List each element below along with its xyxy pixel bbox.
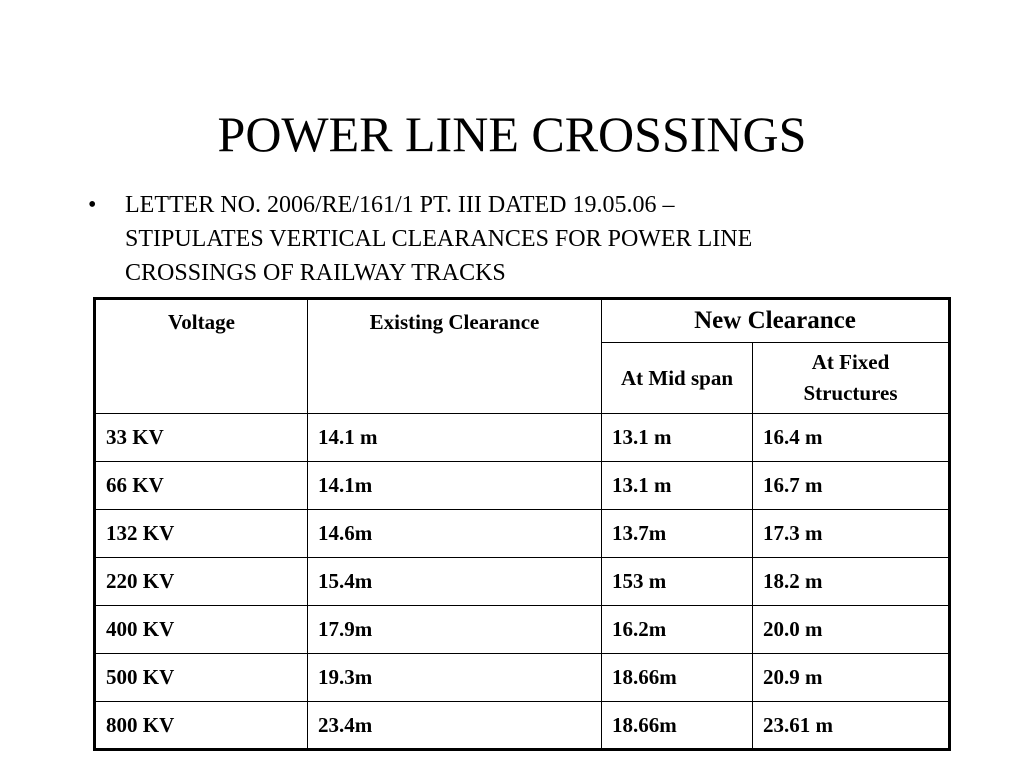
table-row xyxy=(95,558,950,606)
header-existing-clearance: Existing Clearance xyxy=(308,299,602,414)
cell-fixed: 20.9 m xyxy=(753,654,950,702)
cell-existing: 14.6m xyxy=(308,510,602,558)
cell-existing: 15.4m xyxy=(308,558,602,606)
cell-mid-span: 18.66m xyxy=(602,654,753,702)
cell-voltage: 220 KV xyxy=(95,558,308,606)
bullet-text: LETTER NO. 2006/RE/161/1 PT. III DATED 19.05.06 – STIPULATES VERTICAL CLEARANCES FOR POWER LINE CROSSINGS OF RAILWAY TRACKS xyxy=(125,192,753,286)
cell-existing: 23.4m xyxy=(308,702,602,750)
cell-voltage: 400 KV xyxy=(95,606,308,654)
cell-mid-span: 18.66m xyxy=(602,702,753,750)
cell-fixed: 16.7 m xyxy=(753,462,950,510)
header-voltage: Voltage xyxy=(95,299,308,414)
cell-existing: 19.3m xyxy=(308,654,602,702)
cell-fixed: 18.2 m xyxy=(753,558,950,606)
cell-existing: 14.1 m xyxy=(308,414,602,462)
cell-voltage: 500 KV xyxy=(95,654,308,702)
cell-mid-span: 13.1 m xyxy=(602,462,753,510)
bullet-icon: • xyxy=(88,192,97,218)
cell-fixed: 23.61 m xyxy=(753,702,950,750)
cell-voltage: 800 KV xyxy=(95,702,308,750)
cell-existing: 14.1m xyxy=(308,462,602,510)
slide-title: POWER LINE CROSSINGS xyxy=(217,106,807,162)
table-header-row xyxy=(95,299,950,343)
bullet-point xyxy=(88,188,848,290)
cell-voltage: 66 KV xyxy=(95,462,308,510)
cell-mid-span: 16.2m xyxy=(602,606,753,654)
cell-mid-span: 13.7m xyxy=(602,510,753,558)
table-row xyxy=(95,510,950,558)
clearance-table xyxy=(93,297,951,751)
cell-fixed: 17.3 m xyxy=(753,510,950,558)
table-row xyxy=(95,654,950,702)
cell-mid-span: 153 m xyxy=(602,558,753,606)
cell-fixed: 20.0 m xyxy=(753,606,950,654)
table-row xyxy=(95,414,950,462)
table-row xyxy=(95,606,950,654)
table-row xyxy=(95,702,950,750)
header-at-mid-span: At Mid span xyxy=(602,343,753,414)
cell-existing: 17.9m xyxy=(308,606,602,654)
header-at-fixed-structures: At Fixed Structures xyxy=(753,343,950,414)
cell-mid-span: 13.1 m xyxy=(602,414,753,462)
table-row xyxy=(95,462,950,510)
header-new-clearance: New Clearance xyxy=(602,299,950,343)
cell-voltage: 33 KV xyxy=(95,414,308,462)
cell-fixed: 16.4 m xyxy=(753,414,950,462)
cell-voltage: 132 KV xyxy=(95,510,308,558)
